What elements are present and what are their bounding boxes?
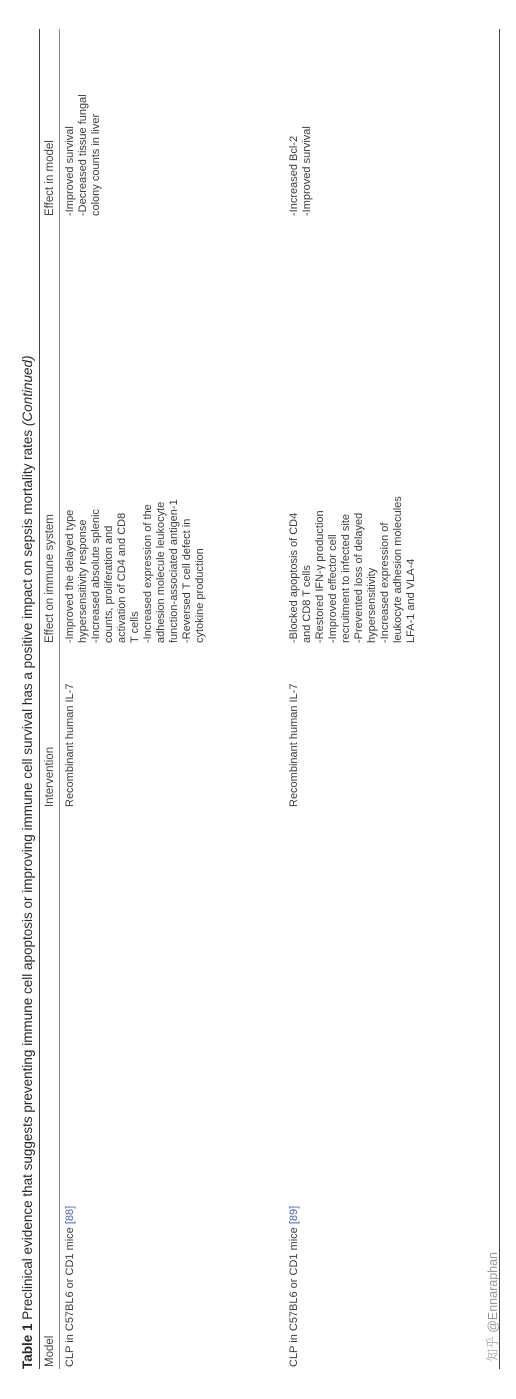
row2-immune-effect-line: -Improved effector cell xyxy=(326,534,339,643)
row2-model-effect xyxy=(288,126,314,216)
table-continued: (Continued) xyxy=(20,355,35,427)
row2-model-effect-line: -Improved survival xyxy=(300,126,313,216)
row2-immune-effect-line: -Restored IFN-γ production xyxy=(313,510,326,643)
row1-immune-effect-line: function-associated antigen-1 xyxy=(167,499,180,643)
row2-immune-effect-line: LFA-1 and VLA-4 xyxy=(404,558,417,643)
row1-immune-effect-line: -Increased absolute splenic xyxy=(89,509,102,643)
table-label: Table 1 xyxy=(20,1323,35,1369)
row1-immune-effect-line: hypersensitivity response xyxy=(76,519,89,643)
row1-model-effect-line: colony counts in liver xyxy=(89,113,102,216)
row1-model-effect-line: -Improved survival xyxy=(64,126,76,216)
table-bottom-rule xyxy=(499,29,500,1369)
watermark xyxy=(478,1252,508,1397)
row1-model xyxy=(64,1206,77,1367)
header-model: Model xyxy=(44,1335,56,1367)
row1-immune-effect-line: cytokine production xyxy=(193,548,206,643)
row2-immune-effect-line: -Prevented loss of delayed xyxy=(352,512,365,643)
header-effect-immune: Effect on immune system xyxy=(44,514,56,643)
row1-intervention xyxy=(64,683,77,807)
row1-immune-effect-line: T cells xyxy=(128,611,141,643)
row1-immune-effect-line: -Reversed T cell defect in xyxy=(180,518,193,643)
table-top-rule xyxy=(39,29,40,1369)
row1-immune-effect-line: counts, proliferation and xyxy=(102,525,115,643)
row2-immune-effect-line: -Blocked apoptosis of CD4 xyxy=(288,512,300,643)
row1-immune-effect-line: activation of CD4 and CD8 xyxy=(115,512,128,643)
table-header-rule xyxy=(59,29,60,1369)
row2-immune-effect xyxy=(288,496,418,643)
row1-model-effect-line: -Decreased tissue fungal xyxy=(76,94,89,216)
row2-immune-effect-line: leukocyte adhesion molecules xyxy=(391,496,404,643)
table-caption: Preclinical evidence that suggests preventing immune cell apoptosis or improving immune cell survival has a positive impact on sepsis mortality rates xyxy=(20,426,35,1324)
row2-immune-effect-line: and CD8 T cells xyxy=(300,565,313,643)
row2-model-ref-link[interactable]: [89] xyxy=(288,1205,300,1225)
row1-immune-effect-line: -Increased expression of the xyxy=(141,504,154,643)
row1-model-ref-link[interactable]: [88] xyxy=(64,1205,76,1225)
row1-model-effect xyxy=(64,94,103,216)
row1-intervention-text: Recombinant human IL-7 xyxy=(64,683,76,807)
watermark-text: 知乎 @Ennaraphan xyxy=(486,1252,500,1362)
row2-immune-effect-line: -Increased expression of xyxy=(378,522,391,643)
row1-immune-effect-line: -Improved the delayed type xyxy=(64,509,76,643)
row2-model-effect-line: -Increased Bcl-2 xyxy=(288,135,300,216)
row2-model xyxy=(288,1206,301,1367)
row1-immune-effect xyxy=(64,499,206,643)
row1-model-text: CLP in C57BL6 or CD1 mice xyxy=(64,1224,76,1367)
row2-model-text: CLP in C57BL6 or CD1 mice xyxy=(288,1224,300,1367)
row2-immune-effect-line: recruitment to infected site xyxy=(339,513,352,643)
table-title xyxy=(20,29,36,1369)
row2-intervention xyxy=(288,683,301,807)
row2-immune-effect-line: hypersensitivity xyxy=(365,567,378,643)
row1-immune-effect-line: adhesion molecule leukocyte xyxy=(154,501,167,643)
row2-intervention-text: Recombinant human IL-7 xyxy=(288,683,300,807)
header-intervention: Intervention xyxy=(44,746,56,807)
header-effect-model: Effect in model xyxy=(44,140,56,216)
